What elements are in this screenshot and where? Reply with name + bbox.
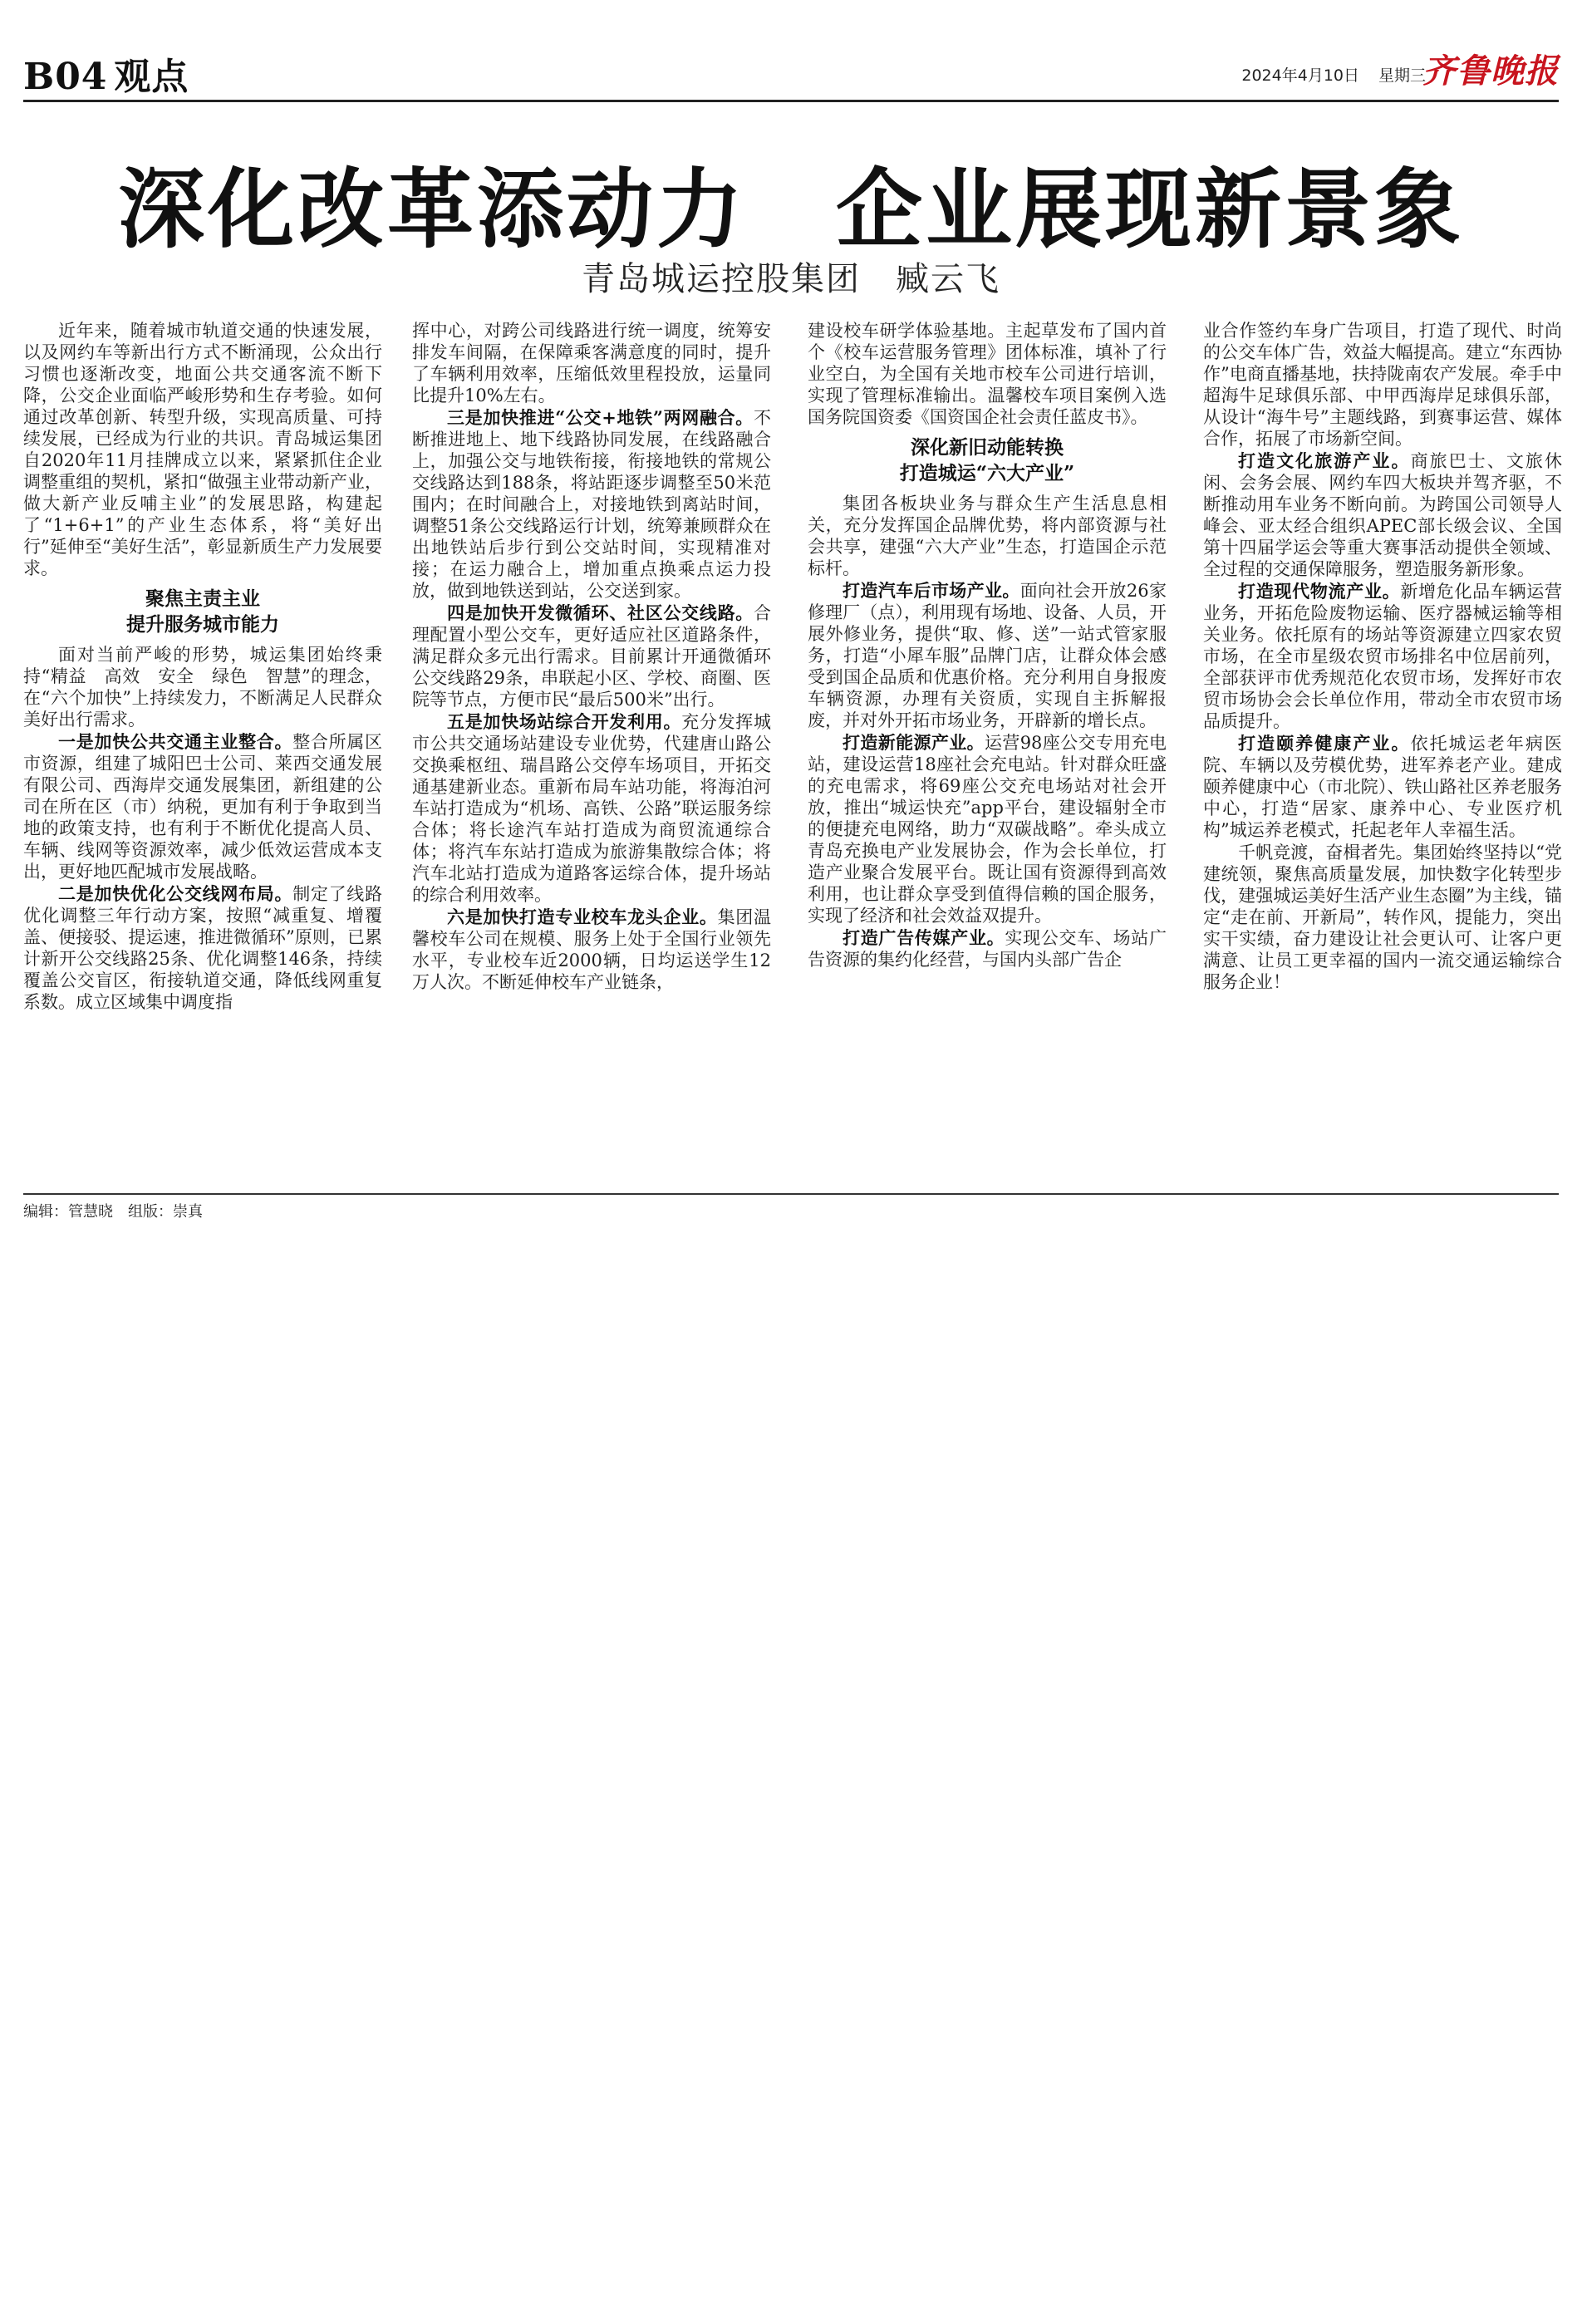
paragraph: [412, 907, 771, 993]
paragraph-body: 不断推进地上、地下线路协同发展，在线路融合上，加强公交与地铁衔接，衔接地铁的常规公交线路达到188条，将站距逐步调整至50米范围内；在时间融合上，对接地铁到离站时间，调整51条公交线路运行计划，统筹兼顾群众在出地铁站后步行到公交站时间，实现精准对接；在运力融合上，增加重点换乘点运力投放，做到地铁送到站，公交送到家。: [412, 408, 771, 601]
subheading-line-2: 打造城运“六大产业”: [899, 462, 1075, 484]
paragraph-body: 新增危化品车辆运营业务，开拓危险废物运输、医疗器械运输等相关业务。依托原有的场站等资源建立四家农贸市场，在全市星级农贸市场排名中位居前列，全部获评市优秀规范化农贸市场，发挥好市农贸市场协会会长单位作用，带动全市农贸市场品质提升。: [1203, 582, 1563, 731]
paragraph-lead: 六是加快打造专业校车龙头企业。: [447, 907, 718, 927]
issue-date: 2024年4月10日: [1241, 66, 1359, 85]
article-column-2: [412, 320, 771, 994]
page-number-code: B04: [23, 56, 108, 98]
footer-rule: [23, 1193, 1559, 1195]
article-column-4: [1203, 320, 1562, 994]
paragraph: [412, 407, 771, 602]
editor-credit: 编辑：管慧晓 组版：崇真: [23, 1203, 203, 1221]
paragraph-lead: 二是加快优化公交线网布局。: [58, 883, 293, 904]
paragraph: [808, 732, 1167, 926]
paragraph: [1203, 581, 1562, 732]
paragraph-lead: 打造汽车后市场产业。: [843, 580, 1020, 601]
paragraph: [808, 580, 1167, 731]
paragraph-lead: 一是加快公共交通主业整合。: [58, 731, 293, 752]
paragraph-body: 依托城运老年病医院、车辆以及劳模优势，进军养老产业。建成颐养健康中心（市北院）、铁山路社区养老服务中心，打造“居家、康养中心、专业医疗机构”城运养老模式，托起老年人幸福生活。: [1203, 734, 1562, 840]
paragraph-body: 整合所属区市资源，组建了城阳巴士公司、莱西交通发展有限公司、西海岸交通发展集团，新组建的公司在所在区（市）纳税，更加有利于争取到当地的政策支持，也有利于不断优化提高人员、车辆、线网等资源效率，减少低效运营成本支出，更好地匹配城市发展战略。: [23, 732, 383, 882]
paragraph-lead: 打造现代物流产业。: [1238, 581, 1401, 602]
paragraph-body: 商旅巴士、文旅休闲、会务会展、网约车四大板块并驾齐驱，不断推动用车业务不断向前。为跨国公司领导人峰会、亚太经合组织APEC部长级会议、全国第十四届学运会等重大赛事活动提供全领域、全过程的交通保障服务，塑造服务新形象。: [1203, 451, 1562, 579]
paragraph: [23, 883, 382, 1013]
paragraph-body: 合理配置小型公交车，更好适应社区道路条件，满足群众多元出行需求。目前累计开通微循环公交线路29条，串联起小区、学校、商圈、医院等节点，方便市民“最后500米”出行。: [412, 603, 771, 710]
paragraph-body: 集团温馨校车公司在规模、服务上处于全国行业领先水平，专业校车近2000辆，日均运送学生12万人次。不断延伸校车产业链条，: [412, 907, 772, 992]
paragraph: [1203, 733, 1562, 841]
subheading: [23, 586, 382, 637]
page-number: [23, 47, 189, 100]
paragraph-body: 充分发挥城市公共交通场站建设专业优势，代建唐山路公交换乘枢纽、瑞昌路公交停车场项目，开拓交通基建新业态。重新布局车站功能，将海泊河车站打造成为“机场、高铁、公路”联运服务综合体；将长途汽车站打造成为商贸流通综合体；将汽车东站打造成为旅游集散综合体；将汽车北站打造成为道路客运综合体，提升场站的综合利用效率。: [412, 712, 772, 905]
subheading: [808, 435, 1167, 486]
issue-weekday: 星期三: [1378, 66, 1426, 85]
paragraph-body: 面向社会开放26家修理厂（点），利用现有场地、设备、人员，开展外修业务，提供“取、修、送”一站式管家服务，打造“小犀车服”品牌门店，让群众体会感受到国企品质和优惠价格。充分利用自身报废车辆资源，办理有关资质，实现自主拆解报废，并对外开拓市场业务，开辟新的增长点。: [808, 581, 1167, 730]
paragraph-lead: 五是加快场站综合开发利用。: [447, 711, 682, 732]
paragraph: 业合作签约车身广告项目，打造了现代、时尚的公交车体广告，效益大幅提高。建立“东西协作”电商直播基地，扶持陇南农产发展。牵手中超海牛足球俱乐部、中甲西海岸足球俱乐部，从设计“海牛号”主题线路，到赛事运营、媒体合作，拓展了市场新空间。: [1203, 321, 1562, 449]
paragraph-lead: 三是加快推进“公交+地铁”两网融合。: [447, 407, 754, 428]
paragraph: 挥中心，对跨公司线路进行统一调度，统筹安排发车间隔，在保障乘客满意度的同时，提升了车辆利用效率，压缩低效里程投放，运量同比提升10%左右。: [412, 321, 771, 405]
paragraph: [808, 927, 1167, 970]
paragraph-lead: 四是加快开发微循环、社区公交线路。: [447, 602, 754, 623]
paragraph-body: 实现公交车、场站广告资源的集约化经营，与国内头部广告企: [808, 928, 1167, 970]
paragraph: 面对当前严峻的形势，城运集团始终秉持“精益 高效 安全 绿色 智慧”的理念，在“六个加快”上持续发力，不断满足人民群众美好出行需求。: [23, 645, 382, 730]
subheading-line-2: 提升服务城市能力: [126, 613, 279, 636]
subheading-line-1: 聚焦主责主业: [145, 587, 260, 610]
paragraph: 千帆竞渡，奋楫者先。集团始终坚持以“党建统领，聚焦高质量发展，加快数字化转型步伐，建强城运美好生活产业生态圈”为主线，锚定“走在前、开新局”，转作风，提能力，突出实干实绩，奋力建设让社会更认可、让客户更满意、让员工更幸福的国内一流交通运输综合服务企业！: [1203, 843, 1562, 992]
paragraph: [23, 731, 382, 882]
header-rule: [23, 100, 1559, 102]
paragraph: 集团各板块业务与群众生产生活息息相关，充分发挥国企品牌优势，将内部资源与社会共享，建强“六大产业”生态，打造国企示范标杆。: [808, 494, 1167, 578]
page-header: [23, 43, 1559, 98]
paragraph: 近年来，随着城市轨道交通的快速发展，以及网约车等新出行方式不断涌现，公众出行习惯也逐渐改变，地面公共交通客流不断下降，公交企业面临严峻形势和生存考验。如何通过改革创新、转型升级，实现高质量、可持续发展，已经成为行业的共识。青岛城运集团自2020年11月挂牌成立以来，紧紧抓住企业调整重组的契机，紧扣“做强主业带动新产业，做大新产业反哺主业”的发展思路，构建起了“1+6+1”的产业生态体系，将“美好出行”延伸至“美好生活”，彰显新质生产力发展要求。: [23, 321, 382, 578]
article-headline: 深化改革添动力 企业展现新景象: [117, 158, 1464, 260]
article-byline: 青岛城运控股集团 臧云飞: [582, 260, 1000, 298]
paragraph-lead: 打造文化旅游产业。: [1238, 450, 1411, 471]
newspaper-masthead: 齐鲁晚报: [1422, 52, 1559, 91]
subheading-line-1: 深化新旧动能转换: [911, 436, 1064, 459]
article-column-1: [23, 320, 382, 1014]
paragraph: [412, 602, 771, 710]
paragraph-lead: 打造颐养健康产业。: [1238, 733, 1411, 754]
paragraph-lead: 打造广告传媒产业。: [843, 927, 1005, 948]
paragraph-body: 运营98座公交专用充电站，建设运营18座社会充电站。针对群众旺盛的充电需求，将69座公交充电场站对社会开放，推出“城运快充”app平台，建设辐射全市的便捷充电网络，助力“双碳战略”。牵头成立青岛充换电产业发展协会，作为会长单位，打造产业聚合发展平台。既让国有资源得到高效利用，也让群众享受到值得信赖的国企服务，实现了经济和社会效益双提升。: [808, 733, 1167, 926]
paragraph-lead: 打造新能源产业。: [843, 732, 985, 753]
article-column-3: [808, 320, 1167, 971]
paragraph: [1203, 450, 1562, 580]
paragraph: 建设校车研学体验基地。主起草发布了国内首个《校车运营服务管理》团体标准，填补了行业空白，为全国有关地市校车公司进行培训，实现了管理标准输出。温馨校车项目案例入选国务院国资委《国资国企社会责任蓝皮书》。: [808, 321, 1167, 427]
paragraph-body: 制定了线路优化调整三年行动方案，按照“减重复、增覆盖、便接驳、提运速，推进微循环”原则，已累计新开公交线路25条、优化调整146条，持续覆盖公交盲区，衔接轨道交通，降低线网重复系数。成立区域集中调度指: [23, 884, 383, 1012]
section-name: 观点: [114, 56, 189, 98]
paragraph: [412, 711, 771, 906]
